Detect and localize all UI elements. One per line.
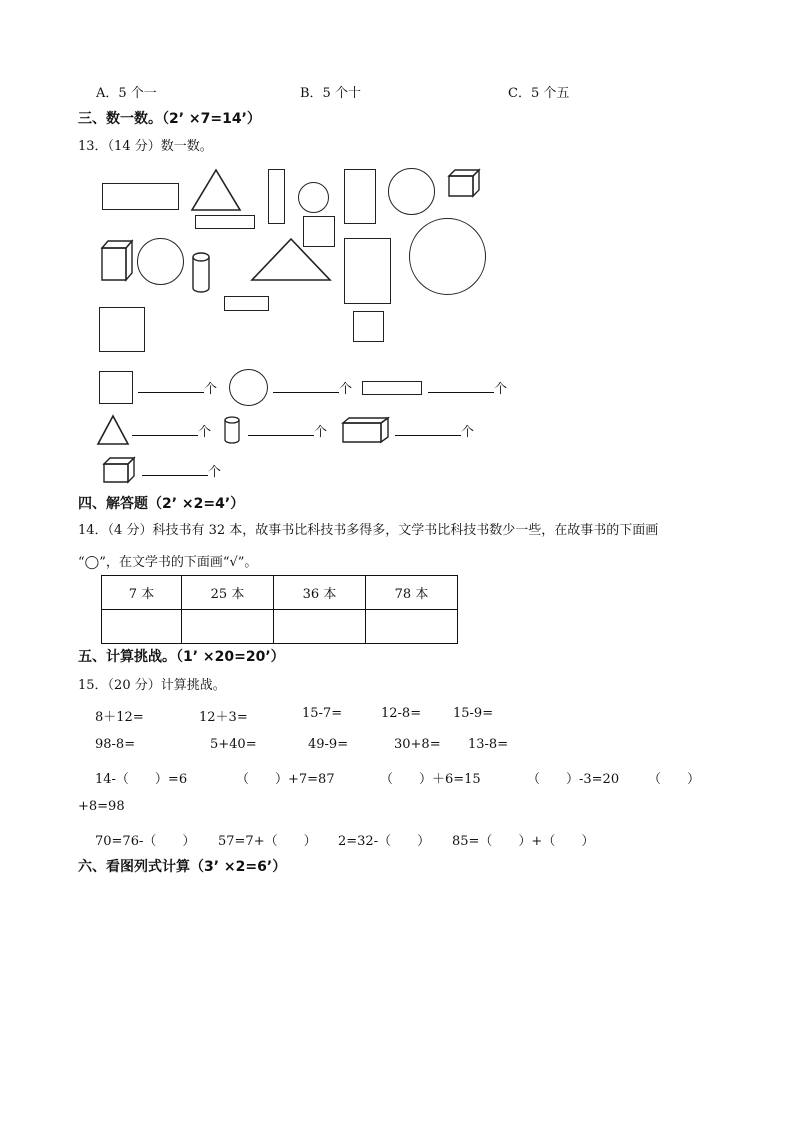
q14-line2: “◯”，在文学书的下面画“√”。 (78, 555, 258, 570)
calc-item: 8＋12= (95, 710, 144, 725)
answer-cell[interactable] (182, 610, 274, 644)
square-shape (99, 307, 145, 352)
cube-icon (102, 456, 136, 484)
rectangle-shape (224, 296, 269, 311)
unit-label: 个 (461, 425, 475, 440)
calc-item: 12＋3= (199, 710, 248, 725)
triangle-icon (96, 414, 130, 446)
calc-item: （ ）+7=87 (236, 772, 335, 787)
unit-label: 个 (339, 382, 353, 397)
rectangle-shape (344, 238, 391, 304)
answer-cell[interactable] (102, 610, 182, 644)
unit-label: 个 (204, 382, 218, 397)
section4-title: 四、解答题（2’ ×2=4’） (78, 496, 245, 512)
option-a: A．5 个一 (96, 86, 157, 101)
answer-blank[interactable] (132, 423, 198, 436)
option-b: B．5 个十 (300, 86, 361, 101)
calc-item: （ ） (648, 772, 701, 787)
answer-blank[interactable] (273, 380, 339, 393)
cuboid-shape (100, 238, 134, 282)
calc-item: 30+8= (394, 737, 441, 752)
answer-square[interactable] (138, 378, 217, 397)
section6-title: 六、看图列式计算（3’ ×2=6’） (78, 859, 287, 875)
circle-shape (298, 182, 329, 213)
answer-blank[interactable] (138, 380, 204, 393)
section5-title: 五、计算挑战。（1’ ×20=20’） (78, 649, 285, 665)
table-cell: 36 本 (274, 576, 366, 610)
unit-label: 个 (198, 425, 212, 440)
calc-item: 70=76-（ ） (95, 834, 196, 849)
calc-item: 13-8= (468, 737, 509, 752)
calc-item: 15-7= (302, 706, 343, 721)
circle-shape (137, 238, 184, 285)
table-row (102, 576, 458, 610)
calc-item: 85=（ ）+（ ） (452, 834, 595, 849)
cube-shape (447, 168, 481, 198)
answer-blank[interactable] (395, 423, 461, 436)
q15-text: 15．（20 分）计算挑战。 (78, 678, 226, 693)
calc-item: 14-（ ）=6 (95, 772, 188, 787)
table-cell: 78 本 (366, 576, 458, 610)
square-shape (353, 311, 384, 342)
answer-triangle[interactable] (132, 421, 211, 440)
answer-blank[interactable] (428, 380, 494, 393)
answer-cylinder[interactable] (248, 421, 327, 440)
table-row (102, 610, 458, 644)
unit-label: 个 (314, 425, 328, 440)
calc-item: （ ）-3=20 (527, 772, 620, 787)
unit-label: 个 (494, 382, 508, 397)
cylinder-shape (190, 250, 212, 296)
calc-item: 98-8= (95, 737, 136, 752)
answer-blank[interactable] (142, 463, 208, 476)
books-table (101, 575, 458, 644)
calc-item: 57=7+（ ） (218, 834, 317, 849)
answer-cube[interactable] (142, 461, 221, 480)
circle-shape (388, 168, 435, 215)
option-c: C．5 个五 (508, 86, 570, 101)
table-cell: 7 本 (102, 576, 182, 610)
rectangle-shape (344, 169, 376, 224)
calc-item: 49-9= (308, 737, 349, 752)
calc-item: （ ）＋6=15 (380, 772, 481, 787)
q14-line1: 14．（4 分）科技书有 32 本，故事书比科技书多得多，文学书比科技书数少一些，在故事书的下面画 (78, 523, 659, 538)
unit-label: 个 (208, 465, 222, 480)
rectangle-shape (268, 169, 285, 224)
rectangle-shape (102, 183, 179, 210)
calc-item: 5+40= (210, 737, 257, 752)
section3-title: 三、数一数。（2’ ×7=14’） (78, 111, 261, 127)
rectangle-icon (362, 381, 422, 395)
answer-blank[interactable] (248, 423, 314, 436)
circle-shape (409, 218, 486, 295)
calc-item: 15-9= (453, 706, 494, 721)
table-cell: 25 本 (182, 576, 274, 610)
answer-cell[interactable] (366, 610, 458, 644)
triangle-shape (190, 168, 242, 212)
answer-cell[interactable] (274, 610, 366, 644)
q13-text: 13．（14 分）数一数。 (78, 139, 213, 154)
calc-item: 2=32-（ ） (338, 834, 431, 849)
triangle-shape (250, 236, 332, 282)
circle-icon (229, 369, 268, 406)
rectangle-shape (195, 215, 255, 229)
answer-rectangle[interactable] (428, 378, 507, 397)
calc-item: 12-8= (381, 706, 422, 721)
answer-circle[interactable] (273, 378, 352, 397)
cuboid-icon (341, 416, 391, 444)
square-icon (99, 371, 133, 404)
calc-item-wrap: +8=98 (78, 799, 125, 814)
answer-cuboid[interactable] (395, 421, 474, 440)
cylinder-icon (222, 415, 242, 445)
